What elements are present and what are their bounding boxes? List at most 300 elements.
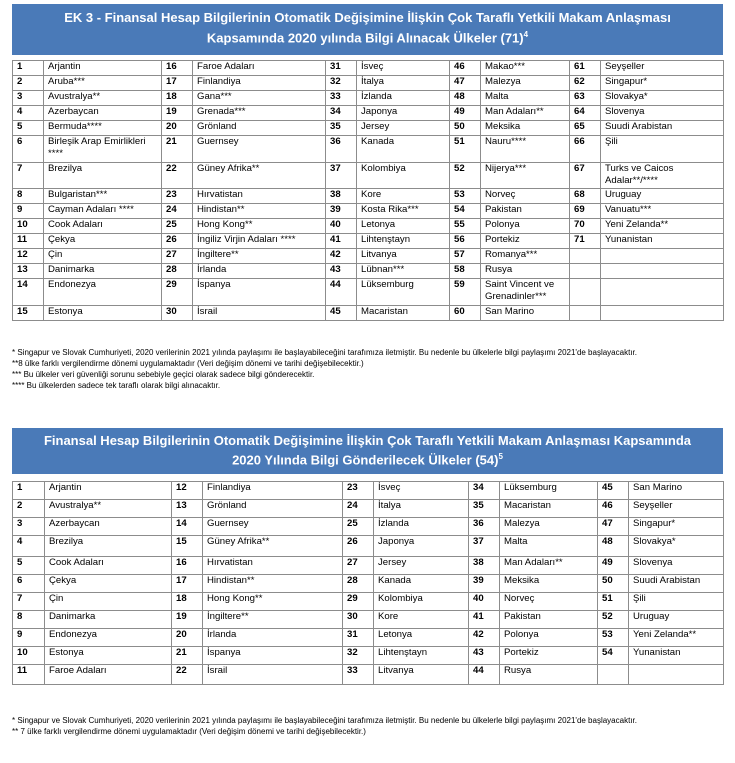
table2-section: [12, 428, 723, 736]
row-number-cell: 28: [343, 575, 374, 593]
country-cell: Kanada: [374, 575, 469, 593]
country-cell: İrlanda: [193, 264, 326, 279]
country-cell: Hırvatistan: [193, 189, 326, 204]
row-number-cell: 27: [343, 557, 374, 575]
country-cell: Cook Adaları: [45, 557, 172, 575]
table-row: [13, 264, 724, 279]
country-cell: Danimarka: [45, 611, 172, 629]
country-cell: Macaristan: [500, 500, 598, 518]
row-number-cell: 42: [326, 249, 357, 264]
country-cell: Polonya: [481, 219, 570, 234]
row-number-cell: 33: [326, 91, 357, 106]
row-number-cell: 10: [13, 219, 44, 234]
country-cell: Macaristan: [357, 306, 450, 321]
table2-title-line2: 2020 Yılında Bilgi Gönderilecek Ülkeler $(54)^5$: [232, 452, 503, 468]
row-number-cell: 21: [172, 647, 203, 665]
row-number-cell: 44: [469, 665, 500, 685]
table-row: [13, 61, 724, 76]
row-number-cell: 67: [570, 163, 601, 189]
row-number-cell: 11: [13, 665, 45, 685]
country-cell: Man Adaları**: [481, 106, 570, 121]
row-number-cell: 39: [326, 204, 357, 219]
row-number-cell: 52: [598, 611, 629, 629]
country-cell: Grenada***: [193, 106, 326, 121]
table-row: [13, 234, 724, 249]
country-cell: Singapur*: [629, 518, 724, 536]
row-number-cell: 43: [326, 264, 357, 279]
table-row: [13, 76, 724, 91]
country-cell: Kosta Rika***: [357, 204, 450, 219]
row-number-cell: 62: [570, 76, 601, 91]
row-number-cell: 49: [598, 557, 629, 575]
row-number-cell: 51: [450, 136, 481, 163]
country-cell: İzlanda: [374, 518, 469, 536]
country-cell: Pakistan: [500, 611, 598, 629]
country-cell: Guernsey: [193, 136, 326, 163]
country-cell: Bermuda****: [44, 121, 162, 136]
country-cell: Japonya: [374, 536, 469, 557]
country-cell: Lihtenştayn: [374, 647, 469, 665]
row-number-cell: [570, 264, 601, 279]
country-cell: Malta: [481, 91, 570, 106]
country-cell: Hong Kong**: [203, 593, 343, 611]
row-number-cell: 68: [570, 189, 601, 204]
row-number-cell: 31: [326, 61, 357, 76]
row-number-cell: 17: [172, 575, 203, 593]
country-cell: San Marino: [629, 482, 724, 500]
table-row: [13, 249, 724, 264]
row-number-cell: [570, 249, 601, 264]
country-cell: Aruba***: [44, 76, 162, 91]
country-cell: Rusya: [500, 665, 598, 685]
country-cell: Polonya: [500, 629, 598, 647]
country-cell: [601, 249, 724, 264]
country-cell: Cook Adaları: [44, 219, 162, 234]
row-number-cell: 49: [450, 106, 481, 121]
row-number-cell: 22: [172, 665, 203, 685]
table-row: [13, 536, 724, 557]
country-cell: Turks ve Caicos Adalar**/****: [601, 163, 724, 189]
row-number-cell: 30: [343, 611, 374, 629]
table-row: [13, 163, 724, 189]
country-cell: Letonya: [374, 629, 469, 647]
row-number-cell: 71: [570, 234, 601, 249]
country-cell: [629, 665, 724, 685]
row-number-cell: 19: [172, 611, 203, 629]
table-row: [13, 121, 724, 136]
country-cell: Yunanistan: [629, 647, 724, 665]
row-number-cell: 3: [13, 91, 44, 106]
row-number-cell: 16: [162, 61, 193, 76]
row-number-cell: 30: [162, 306, 193, 321]
country-cell: Meksika: [500, 575, 598, 593]
table-row: [13, 306, 724, 321]
country-cell: Brezilya: [45, 536, 172, 557]
row-number-cell: 55: [450, 219, 481, 234]
row-number-cell: 29: [343, 593, 374, 611]
row-number-cell: 6: [13, 575, 45, 593]
row-number-cell: 43: [469, 647, 500, 665]
table2-note-1: * Singapur ve Slovak Cumhuriyeti, 2020 verilerinin 2021 yılında paylaşımı ile başlayabileceğini tarafımıza iletmiştir. Bu nedenle bu ülkelerle bilgi paylaşımı 2021'de başlayacaktır.: [12, 716, 637, 725]
country-cell: Arjantin: [44, 61, 162, 76]
country-cell: Uruguay: [601, 189, 724, 204]
table-row: [13, 647, 724, 665]
row-number-cell: 53: [450, 189, 481, 204]
row-number-cell: 5: [13, 121, 44, 136]
table2-title: [12, 428, 723, 474]
country-cell: İspanya: [203, 647, 343, 665]
row-number-cell: 61: [570, 61, 601, 76]
row-number-cell: 8: [13, 189, 44, 204]
row-number-cell: 44: [326, 279, 357, 306]
row-number-cell: 34: [326, 106, 357, 121]
country-cell: Uruguay: [629, 611, 724, 629]
row-number-cell: 4: [13, 536, 45, 557]
row-number-cell: 48: [598, 536, 629, 557]
row-number-cell: 54: [450, 204, 481, 219]
country-cell: Litvanya: [374, 665, 469, 685]
country-cell: Güney Afrika**: [193, 163, 326, 189]
row-number-cell: 70: [570, 219, 601, 234]
row-number-cell: 47: [450, 76, 481, 91]
country-cell: Çekya: [45, 575, 172, 593]
row-number-cell: 14: [13, 279, 44, 306]
row-number-cell: 12: [172, 482, 203, 500]
row-number-cell: 3: [13, 518, 45, 536]
row-number-cell: 7: [13, 593, 45, 611]
country-cell: Yunanistan: [601, 234, 724, 249]
country-cell: [601, 264, 724, 279]
country-cell: Brezilya: [44, 163, 162, 189]
country-cell: Yeni Zelanda**: [601, 219, 724, 234]
country-cell: İngiltere**: [203, 611, 343, 629]
country-cell: Çin: [44, 249, 162, 264]
row-number-cell: [570, 306, 601, 321]
country-cell: Romanya***: [481, 249, 570, 264]
row-number-cell: 69: [570, 204, 601, 219]
row-number-cell: 18: [172, 593, 203, 611]
row-number-cell: 9: [13, 204, 44, 219]
row-number-cell: 23: [162, 189, 193, 204]
country-cell: Finlandiya: [203, 482, 343, 500]
row-number-cell: 25: [343, 518, 374, 536]
row-number-cell: 2: [13, 500, 45, 518]
country-cell: İspanya: [193, 279, 326, 306]
country-cell: Norveç: [500, 593, 598, 611]
country-cell: Grönland: [203, 500, 343, 518]
country-cell: İtalya: [374, 500, 469, 518]
row-number-cell: 26: [343, 536, 374, 557]
table2-title-line1: Finansal Hesap Bilgilerinin Otomatik Değişimine İlişkin Çok Taraflı Yetkili Makam Anlaşması Kapsamında: [43, 433, 692, 448]
country-cell: İsveç: [357, 61, 450, 76]
row-number-cell: 38: [326, 189, 357, 204]
country-cell: Litvanya: [357, 249, 450, 264]
row-number-cell: 24: [343, 500, 374, 518]
row-number-cell: 45: [326, 306, 357, 321]
row-number-cell: 39: [469, 575, 500, 593]
row-number-cell: 28: [162, 264, 193, 279]
country-cell: Şili: [601, 136, 724, 163]
row-number-cell: 64: [570, 106, 601, 121]
table-row: [13, 593, 724, 611]
country-cell: Faroe Adaları: [193, 61, 326, 76]
country-cell: İsrail: [193, 306, 326, 321]
row-number-cell: 5: [13, 557, 45, 575]
row-number-cell: 12: [13, 249, 44, 264]
table-row: [13, 575, 724, 593]
country-cell: Şili: [629, 593, 724, 611]
country-cell: Singapur*: [601, 76, 724, 91]
country-cell: Güney Afrika**: [203, 536, 343, 557]
country-cell: Çekya: [44, 234, 162, 249]
country-cell: Çin: [45, 593, 172, 611]
row-number-cell: 46: [450, 61, 481, 76]
row-number-cell: 37: [469, 536, 500, 557]
table1-section: [12, 4, 723, 390]
country-cell: Grönland: [193, 121, 326, 136]
country-cell: Endonezya: [44, 279, 162, 306]
country-cell: Japonya: [357, 106, 450, 121]
country-cell: Lihtenştayn: [357, 234, 450, 249]
row-number-cell: 24: [162, 204, 193, 219]
table1-notes: [12, 347, 672, 391]
row-number-cell: 29: [162, 279, 193, 306]
row-number-cell: [570, 279, 601, 306]
row-number-cell: 15: [13, 306, 44, 321]
row-number-cell: 53: [598, 629, 629, 647]
row-number-cell: 36: [469, 518, 500, 536]
country-cell: Birleşik Arap Emirlikleri ****: [44, 136, 162, 163]
country-cell: İngiliz Virjin Adaları ****: [193, 234, 326, 249]
row-number-cell: 46: [598, 500, 629, 518]
row-number-cell: 8: [13, 611, 45, 629]
table1-title-footnote: 4: [523, 30, 529, 39]
country-cell: Seyşeller: [629, 500, 724, 518]
country-cell: Saint Vincent ve Grenadinler***: [481, 279, 570, 306]
country-cell: Lüksemburg: [357, 279, 450, 306]
row-number-cell: 48: [450, 91, 481, 106]
country-cell: Malezya: [500, 518, 598, 536]
row-number-cell: 1: [13, 482, 45, 500]
row-number-cell: 11: [13, 234, 44, 249]
row-number-cell: 52: [450, 163, 481, 189]
table-row: [13, 106, 724, 121]
country-cell: Meksika: [481, 121, 570, 136]
table-row: [13, 482, 724, 500]
country-cell: İzlanda: [357, 91, 450, 106]
country-cell: Man Adaları**: [500, 557, 598, 575]
country-cell: Norveç: [481, 189, 570, 204]
country-cell: Suudi Arabistan: [629, 575, 724, 593]
row-number-cell: 13: [13, 264, 44, 279]
country-cell: Hong Kong**: [193, 219, 326, 234]
country-cell: Cayman Adaları ****: [44, 204, 162, 219]
country-cell: Jersey: [357, 121, 450, 136]
row-number-cell: 16: [172, 557, 203, 575]
country-cell: San Marino: [481, 306, 570, 321]
country-cell: İtalya: [357, 76, 450, 91]
country-cell: Hindistan**: [203, 575, 343, 593]
row-number-cell: 1: [13, 61, 44, 76]
country-cell: Avustralya**: [45, 500, 172, 518]
row-number-cell: 41: [326, 234, 357, 249]
table1-note-4: **** Bu ülkelerden sadece tek taraflı olarak bilgi alınacaktır.: [12, 381, 221, 390]
country-cell: Estonya: [45, 647, 172, 665]
table-row: [13, 204, 724, 219]
country-cell: Suudi Arabistan: [601, 121, 724, 136]
country-cell: Kore: [357, 189, 450, 204]
table2-notes: [12, 715, 672, 737]
country-cell: Malta: [500, 536, 598, 557]
row-number-cell: 40: [326, 219, 357, 234]
row-number-cell: 22: [162, 163, 193, 189]
table-row: [13, 557, 724, 575]
country-cell: Kolombiya: [374, 593, 469, 611]
table-row: [13, 518, 724, 536]
row-number-cell: 7: [13, 163, 44, 189]
table-row: [13, 136, 724, 163]
table2-note-2: ** 7 ülke farklı vergilendirme dönemi uygulamaktadır (Veri değişim dönemi ve tarihi değişebilecektir.): [12, 727, 366, 736]
country-cell: Malezya: [481, 76, 570, 91]
country-cell: Kolombiya: [357, 163, 450, 189]
table1-title: [12, 4, 723, 55]
country-cell: Arjantin: [45, 482, 172, 500]
table2-body: [13, 482, 724, 685]
row-number-cell: 27: [162, 249, 193, 264]
row-number-cell: 19: [162, 106, 193, 121]
row-number-cell: 32: [326, 76, 357, 91]
country-cell: Slovenya: [601, 106, 724, 121]
row-number-cell: 2: [13, 76, 44, 91]
country-cell: Slovenya: [629, 557, 724, 575]
row-number-cell: 18: [162, 91, 193, 106]
row-number-cell: 66: [570, 136, 601, 163]
row-number-cell: 63: [570, 91, 601, 106]
row-number-cell: 31: [343, 629, 374, 647]
table1-note-1: * Singapur ve Slovak Cumhuriyeti, 2020 verilerinin 2021 yılında paylaşımı ile başlayabileceğini tarafımıza iletmiştir. Bu nedenle bu ülkelerle bilgi paylaşımı 2021'de başlayacaktır.: [12, 348, 637, 357]
country-cell: [601, 279, 724, 306]
row-number-cell: 15: [172, 536, 203, 557]
row-number-cell: 34: [469, 482, 500, 500]
row-number-cell: 56: [450, 234, 481, 249]
country-cell: Avustralya**: [44, 91, 162, 106]
row-number-cell: 38: [469, 557, 500, 575]
row-number-cell: 20: [162, 121, 193, 136]
table1-grid: [12, 60, 724, 321]
country-cell: İngiltere**: [193, 249, 326, 264]
country-cell: Kore: [374, 611, 469, 629]
country-cell: Makao***: [481, 61, 570, 76]
row-number-cell: 51: [598, 593, 629, 611]
country-cell: Portekiz: [481, 234, 570, 249]
country-cell: Guernsey: [203, 518, 343, 536]
table-row: [13, 91, 724, 106]
table-row: [13, 665, 724, 685]
row-number-cell: 45: [598, 482, 629, 500]
country-cell: Hindistan**: [193, 204, 326, 219]
row-number-cell: 33: [343, 665, 374, 685]
table2-grid: [12, 481, 724, 685]
table-row: [13, 500, 724, 518]
row-number-cell: 50: [450, 121, 481, 136]
country-cell: Vanuatu***: [601, 204, 724, 219]
table1-body: [13, 61, 724, 321]
row-number-cell: 23: [343, 482, 374, 500]
country-cell: Jersey: [374, 557, 469, 575]
row-number-cell: 35: [469, 500, 500, 518]
row-number-cell: [598, 665, 629, 685]
row-number-cell: 13: [172, 500, 203, 518]
country-cell: Estonya: [44, 306, 162, 321]
country-cell: Azerbaycan: [45, 518, 172, 536]
country-cell: İrlanda: [203, 629, 343, 647]
country-cell: Seyşeller: [601, 61, 724, 76]
table-row: [13, 279, 724, 306]
country-cell: Gana***: [193, 91, 326, 106]
table-row: [13, 611, 724, 629]
country-cell: Kanada: [357, 136, 450, 163]
table1-note-3: *** Bu ülkeler veri güvenliği sorunu sebebiyle geçici olarak sadece bilgi gönderecektir.: [12, 370, 315, 379]
country-cell: Azerbaycan: [44, 106, 162, 121]
row-number-cell: 41: [469, 611, 500, 629]
row-number-cell: 40: [469, 593, 500, 611]
country-cell: Yeni Zelanda**: [629, 629, 724, 647]
country-cell: Slovakya*: [601, 91, 724, 106]
row-number-cell: 25: [162, 219, 193, 234]
row-number-cell: 59: [450, 279, 481, 306]
country-cell: Nauru****: [481, 136, 570, 163]
country-cell: Finlandiya: [193, 76, 326, 91]
country-cell: Lüksemburg: [500, 482, 598, 500]
row-number-cell: 60: [450, 306, 481, 321]
row-number-cell: 10: [13, 647, 45, 665]
table-row: [13, 629, 724, 647]
country-cell: Slovakya*: [629, 536, 724, 557]
country-cell: Bulgaristan***: [44, 189, 162, 204]
row-number-cell: 20: [172, 629, 203, 647]
row-number-cell: 54: [598, 647, 629, 665]
country-cell: Rusya: [481, 264, 570, 279]
row-number-cell: 21: [162, 136, 193, 163]
row-number-cell: 14: [172, 518, 203, 536]
row-number-cell: 6: [13, 136, 44, 163]
row-number-cell: 36: [326, 136, 357, 163]
country-cell: İsveç: [374, 482, 469, 500]
table1-title-line2: Kapsamında 2020 yılında Bilgi Alınacak Ülkeler $(71)^4$: [206, 30, 529, 46]
row-number-cell: 37: [326, 163, 357, 189]
row-number-cell: 65: [570, 121, 601, 136]
row-number-cell: 58: [450, 264, 481, 279]
table2-title-footnote: 5: [498, 452, 503, 461]
row-number-cell: 50: [598, 575, 629, 593]
country-cell: Letonya: [357, 219, 450, 234]
country-cell: İsrail: [203, 665, 343, 685]
row-number-cell: 26: [162, 234, 193, 249]
table1-title-line1: EK 3 - Finansal Hesap Bilgilerinin Otomatik Değişimine İlişkin Çok Taraflı Yetkili Makam Anlaşması: [64, 10, 671, 25]
country-cell: Faroe Adaları: [45, 665, 172, 685]
row-number-cell: 42: [469, 629, 500, 647]
country-cell: Lübnan***: [357, 264, 450, 279]
country-cell: Endonezya: [45, 629, 172, 647]
country-cell: Nijerya***: [481, 163, 570, 189]
country-cell: Danimarka: [44, 264, 162, 279]
table-row: [13, 219, 724, 234]
row-number-cell: 4: [13, 106, 44, 121]
row-number-cell: 9: [13, 629, 45, 647]
country-cell: Pakistan: [481, 204, 570, 219]
country-cell: [601, 306, 724, 321]
row-number-cell: 47: [598, 518, 629, 536]
